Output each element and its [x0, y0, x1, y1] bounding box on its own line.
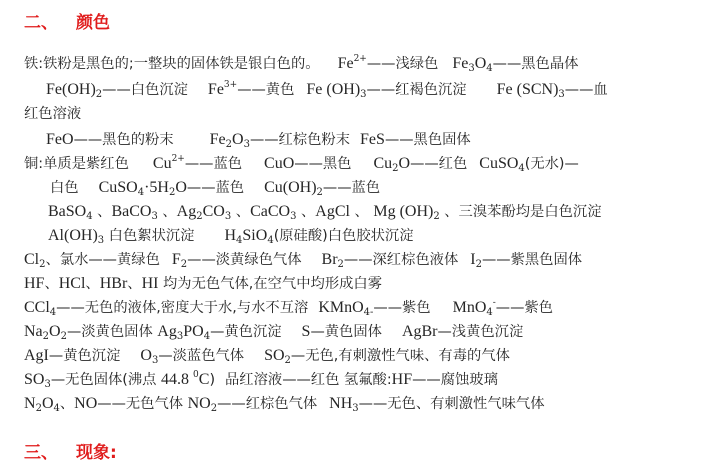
formula-text: Fe (SCN): [496, 81, 559, 98]
formula-text: NO: [74, 395, 98, 412]
subscript: 2: [392, 163, 399, 174]
subscript: 4: [236, 235, 243, 246]
formula-text: BaCO: [111, 203, 152, 220]
text-segment: —黄色沉淀: [210, 324, 282, 340]
subscript: 2: [95, 89, 103, 100]
formula-text: C: [198, 371, 210, 388]
text-segment: —黄色沉淀: [48, 348, 121, 364]
formula-text: Cu: [373, 155, 393, 172]
text-line: [46, 80, 608, 102]
formula-text: O: [175, 179, 187, 196]
formula-text: Al(OH): [48, 227, 98, 244]
text-segment: ——无色的液体,密度大于水,与水不互溶: [56, 300, 309, 316]
text-segment: 、: [59, 396, 75, 412]
subscript: 2: [168, 187, 176, 198]
subscript: 2: [180, 259, 188, 270]
subscript: 4: [137, 187, 145, 198]
subscript: 3: [558, 89, 565, 100]
formula-text: SO: [264, 347, 285, 364]
formula-text: Na: [24, 323, 43, 340]
formula-text: HF: [391, 371, 413, 388]
subscript: 2: [42, 331, 50, 342]
formula-text: AgBr: [401, 323, 438, 340]
subscript: 2: [225, 139, 233, 150]
formula-text: Fe (OH): [306, 81, 361, 98]
formula-text: NO: [187, 395, 211, 412]
formula-text: AgCl: [315, 203, 350, 220]
formula-text: CCl: [24, 299, 50, 316]
text-segment: ——红棕色气体: [217, 396, 318, 412]
text-segment: (无水)—: [524, 156, 579, 172]
text-line: [24, 274, 382, 296]
subscript: 2: [433, 211, 440, 222]
text-segment: ——无色气体: [97, 396, 188, 412]
subscript: 2: [475, 259, 482, 270]
text-segment: ——腐蚀玻璃: [412, 372, 498, 388]
text-segment: ——深红棕色液体: [343, 252, 459, 268]
text-segment: 、: [127, 276, 142, 292]
text-segment: —淡蓝色气体: [158, 348, 245, 364]
text-segment: 均为无色气体,在空气中均形成白雾: [158, 276, 383, 292]
text-segment: 、: [85, 276, 100, 292]
formula-text: CuSO: [479, 155, 519, 172]
text-line: [46, 130, 471, 152]
text-line: [50, 178, 380, 200]
subscript: 2: [337, 259, 344, 270]
text-segment: 铁:铁粉是黑色的;一整块的固体铁是银白色的。: [24, 56, 320, 72]
text-line: [24, 370, 498, 392]
subscript: 4: [486, 307, 493, 318]
superscript: 0: [193, 370, 199, 380]
subscript: 4: [203, 331, 211, 342]
formula-text: Cu(OH): [264, 179, 317, 196]
subscript: 3: [44, 379, 51, 390]
formula-text: Br: [321, 251, 338, 268]
text-segment: 铜:单质是紫红色: [24, 156, 129, 172]
formula-text: Ag: [157, 323, 177, 340]
formula-text: Ag: [176, 203, 197, 220]
formula-text: KMnO: [318, 299, 364, 316]
formula-text: ·5H: [144, 179, 169, 196]
text-segment: ——无色、有刺激性气味气体: [358, 396, 545, 412]
subscript: 4: [518, 163, 525, 174]
text-segment: 、: [44, 276, 59, 292]
text-line: [24, 54, 578, 76]
text-segment: ——黑色晶体: [492, 56, 579, 72]
text-segment: 、: [296, 204, 316, 220]
formula-text: O: [398, 155, 411, 172]
superscript: 2+: [171, 154, 185, 164]
text-segment: (原硅酸)白色胶状沉淀: [273, 228, 414, 244]
text-segment: —浅黄色沉淀: [437, 324, 524, 340]
formula-text: CO: [202, 203, 225, 220]
text-line: [24, 154, 579, 176]
formula-text: FeO: [46, 131, 74, 148]
formula-text: 44.8: [161, 371, 194, 388]
text-line: [48, 226, 414, 248]
subscript: 3: [151, 211, 158, 222]
formula-text: SO: [24, 371, 45, 388]
text-line: [24, 322, 523, 344]
formula-text: NH: [329, 395, 353, 412]
superscript: 3+: [223, 80, 238, 90]
text-segment: 、三溴苯酚均是白色沉淀: [439, 204, 602, 220]
text-segment: 红色溶液: [24, 106, 82, 122]
formula-text: N: [24, 395, 36, 412]
text-segment: ——浅绿色: [366, 56, 439, 72]
section-heading-phenomena: [24, 438, 117, 463]
subscript: 3: [352, 403, 359, 414]
subscript: 2: [316, 187, 323, 198]
text-segment: ——紫色: [373, 300, 431, 316]
subscript: 3: [243, 139, 250, 150]
text-segment: ——紫色: [495, 300, 553, 316]
subscript: 2: [39, 259, 46, 270]
text-segment: ——黑色: [294, 156, 352, 172]
subscript: 3: [224, 211, 232, 222]
section-number: 三、: [24, 443, 58, 463]
text-segment: ——红色: [410, 156, 468, 172]
formula-text: O: [232, 131, 244, 148]
section-title: 颜色: [76, 13, 110, 33]
text-line: [24, 394, 545, 416]
formula-text: CuSO: [98, 179, 138, 196]
formula-text: HF: [24, 275, 45, 292]
subscript: 2: [284, 355, 291, 366]
formula-text: Fe: [452, 55, 469, 72]
text-segment: —黄色固体: [310, 324, 382, 340]
text-segment: ——紫黑色固体: [481, 252, 583, 268]
section-number: 二、: [24, 13, 58, 33]
formula-text: Cl: [24, 251, 40, 268]
text-segment: ——血: [564, 82, 608, 98]
text-segment: —淡黄色固体: [66, 324, 158, 340]
text-line: [24, 298, 553, 320]
formula-text: F: [171, 251, 181, 268]
text-segment: ——蓝色: [186, 180, 245, 196]
subscript: 3: [97, 235, 105, 246]
formula-text: AgI: [24, 347, 49, 364]
text-line: [24, 346, 510, 368]
formula-text: BaSO: [48, 203, 87, 220]
subscript: 3: [176, 331, 184, 342]
text-segment: 、: [349, 204, 374, 220]
formula-text: SiO: [242, 227, 268, 244]
formula-text: HCl: [58, 275, 86, 292]
subscript: 4-: [363, 307, 374, 318]
text-segment: 白色絮状沉淀: [104, 228, 195, 244]
text-segment: 白色: [50, 180, 79, 196]
formula-text: I: [470, 251, 476, 268]
text-line: [48, 202, 602, 224]
text-segment: ): [209, 372, 216, 388]
text-segment: ——黄色: [237, 82, 295, 98]
subscript: 4: [53, 403, 60, 414]
section-heading-colors: [24, 8, 110, 33]
section-title: 现象:: [76, 443, 117, 463]
text-segment: 、: [92, 204, 112, 220]
text-segment: 、: [157, 204, 177, 220]
formula-text: HBr: [99, 275, 128, 292]
formula-text: Fe: [207, 81, 224, 98]
subscript: 4: [267, 235, 274, 246]
subscript: 2: [60, 331, 67, 342]
subscript: 3: [290, 211, 297, 222]
formula-text: FeS: [360, 131, 385, 148]
text-segment: ——红褐色沉淀: [366, 82, 467, 98]
subscript: 3: [360, 89, 367, 100]
superscript: 2+: [353, 54, 367, 64]
text-segment: —无色固体(沸点: [50, 372, 162, 388]
formula-text: HI: [141, 275, 159, 292]
formula-text: MnO: [452, 299, 487, 316]
subscript: 3: [151, 355, 159, 366]
formula-text: Fe: [337, 55, 354, 72]
formula-text: PO: [183, 323, 204, 340]
formula-text: O: [49, 323, 61, 340]
subscript: 2: [210, 403, 218, 414]
text-segment: 、: [231, 204, 251, 220]
formula-text: Fe: [209, 131, 226, 148]
text-line: [24, 250, 582, 272]
subscript: 4: [49, 307, 57, 318]
text-segment: ——红棕色粉末: [249, 132, 351, 148]
subscript: 4: [86, 211, 93, 222]
text-segment: 、氯水——黄绿色: [45, 252, 160, 268]
formula-text: CuO: [264, 155, 295, 172]
text-segment: ——蓝色: [322, 180, 381, 196]
formula-text: Cu: [152, 155, 172, 172]
formula-text: O: [140, 347, 152, 364]
text-segment: —无色,有刺激性气味、有毒的气体: [290, 348, 510, 364]
superscript: -: [492, 298, 496, 308]
formula-text: H: [224, 227, 237, 244]
text-segment: ——蓝色: [184, 156, 243, 172]
subscript: 2: [35, 403, 42, 414]
formula-text: Mg (OH): [373, 203, 434, 220]
formula-text: CaCO: [250, 203, 291, 220]
formula-text: O: [474, 55, 487, 72]
formula-text: S: [301, 323, 311, 340]
subscript: 2: [196, 211, 203, 222]
formula-text: O: [41, 395, 54, 412]
text-segment: 品红溶液——红色 氢氟酸:: [225, 372, 392, 388]
subscript: 3: [468, 63, 475, 74]
formula-text: Fe(OH): [46, 81, 96, 98]
text-segment: ——淡黄绿色气体: [187, 252, 302, 268]
text-segment: ——黑色的粉末: [73, 132, 174, 148]
text-line: [24, 104, 81, 126]
text-segment: ——白色沉淀: [102, 82, 188, 98]
subscript: 4: [486, 63, 493, 74]
text-segment: ——黑色固体: [384, 132, 471, 148]
